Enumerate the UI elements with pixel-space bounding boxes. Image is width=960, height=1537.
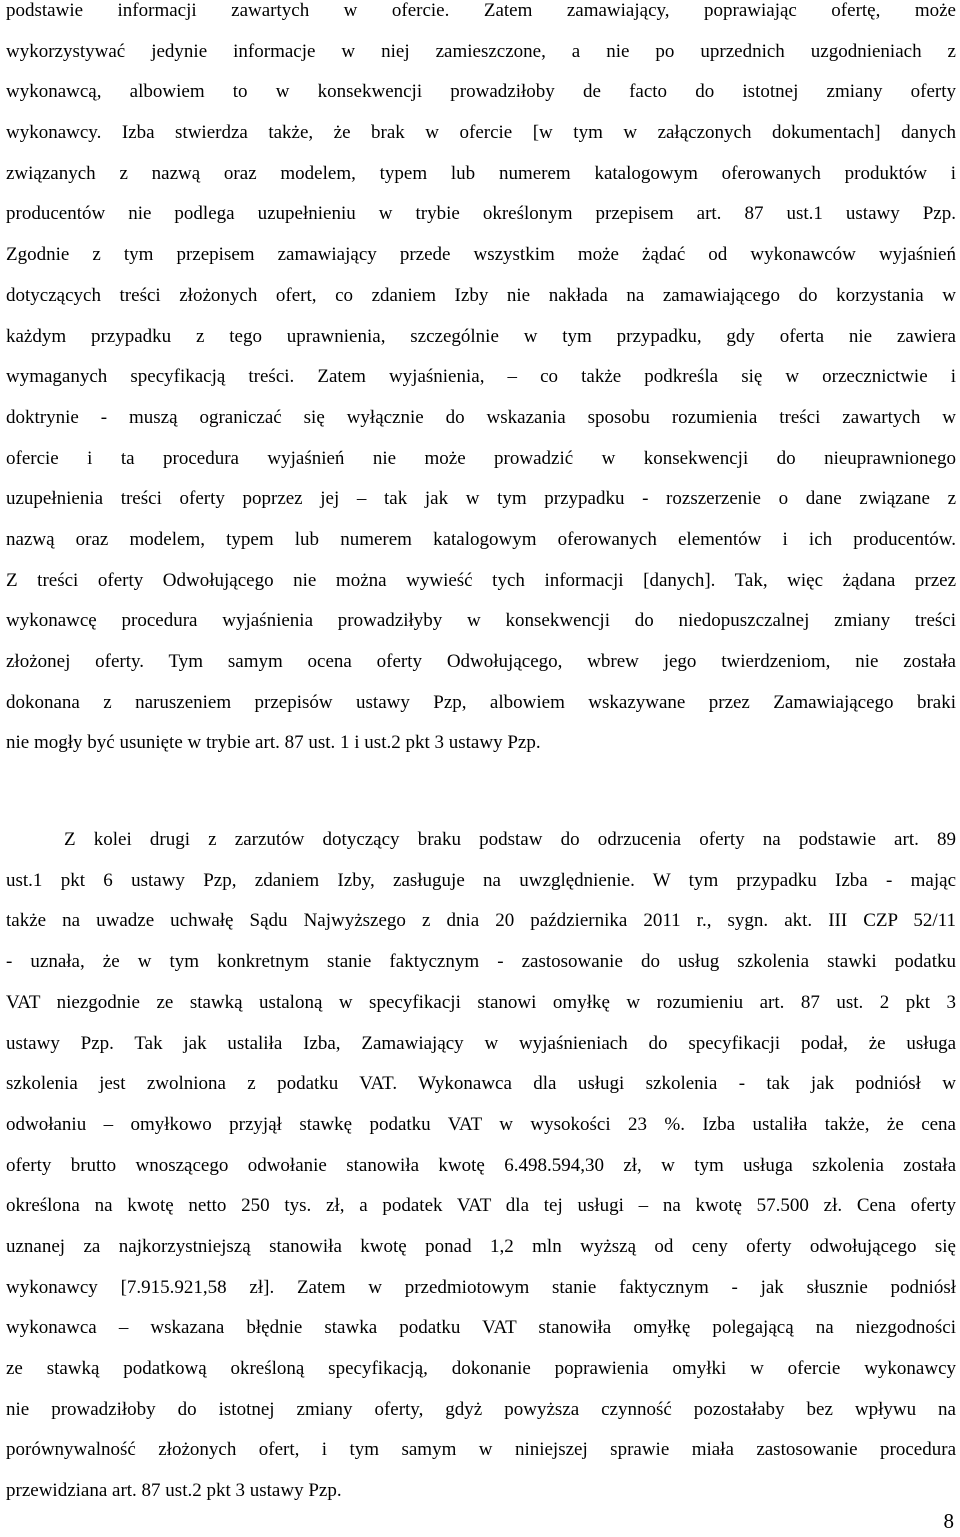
text-line: dokonana z naruszeniem przepisów ustawy Pzp, albowiem wskazywane przez Zamawiającego braki xyxy=(6,691,956,713)
text-line: VAT niezgodnie ze stawką ustaloną w specyfikacji stanowi omyłkę w rozumieniu art. 87 ust. 2 pkt 3 xyxy=(6,991,956,1013)
text-line: określona na kwotę netto 250 tys. zł, a podatek VAT dla tej usługi – na kwotę 57.500 zł. Cena oferty xyxy=(6,1195,956,1217)
paragraph-gap xyxy=(6,764,956,820)
text-line: wykonawcy. Izba stwierdza także, że brak w ofercie [w tym w załączonych dokumentach] danych xyxy=(6,122,956,144)
text-line: ustawy Pzp. Tak jak ustaliła Izba, Zamawiający w wyjaśnieniach do specyfikacji podał, że usługa xyxy=(6,1032,956,1054)
text-line: porównywalność złożonych ofert, i tym samym w niniejszej sprawie miała zastosowanie procedura xyxy=(6,1439,956,1461)
paragraph-1 xyxy=(6,0,956,764)
text-line: ust.1 pkt 6 ustawy Pzp, zdaniem Izby, zasługuje na uwzględnienie. W tym przypadku Izba - mając xyxy=(6,869,956,891)
text-line: Z treści oferty Odwołującego nie można wywieść tych informacji [danych]. Tak, więc żądana przez xyxy=(6,569,956,591)
text-line: wykonawcy [7.915.921,58 zł]. Zatem w przedmiotowym stanie faktycznym - jak słusznie podniósł xyxy=(6,1276,956,1298)
text-line: każdym przypadku z tego uprawnienia, szczególnie w tym przypadku, gdy oferta nie zawiera xyxy=(6,325,956,347)
text-line: przewidziana art. 87 ust.2 pkt 3 ustawy Pzp. xyxy=(6,1480,342,1502)
text-line: uznanej za najkorzystniejszą stanowiła kwotę ponad 1,2 mln wyższą od ceny oferty odwołującego się xyxy=(6,1235,956,1257)
text-line: ofercie i ta procedura wyjaśnień nie może prowadzić w konsekwencji do nieuprawnionego xyxy=(6,447,956,469)
page-number: 8 xyxy=(943,1509,954,1533)
text-line: doktrynie - muszą ograniczać się wyłącznie do wskazania sposobu rozumienia treści zawartych w xyxy=(6,406,956,428)
text-line: wykonawca – wskazana błędnie stawka podatku VAT stanowiła omyłkę polegającą na niezgodności xyxy=(6,1317,956,1339)
text-line: oferty brutto wnoszącego odwołanie stanowiła kwotę 6.498.594,30 zł, w tym usługa szkolenia została xyxy=(6,1154,956,1176)
text-line: szkolenia jest zwolniona z podatku VAT. Wykonawca dla usługi szkolenia - tak jak podniósł w xyxy=(6,1073,956,1095)
text-line: odwołaniu – omyłkowo przyjął stawkę podatku VAT w wysokości 23 %. Izba ustaliła także, że cena xyxy=(6,1113,956,1135)
text-line: złożonej oferty. Tym samym ocena oferty Odwołującego, wbrew jego twierdzeniom, nie została xyxy=(6,651,956,672)
text-line: związanych z nazwą oraz modelem, typem lub numerem katalogowym oferowanych produktów i xyxy=(6,162,956,184)
text-line: podstawie informacji zawartych w ofercie. Zatem zamawiający, poprawiając ofertę, może xyxy=(6,0,956,21)
text-line: wykorzystywać jedynie informacje w niej zamieszczone, a nie po uprzednich uzgodnieniach z xyxy=(6,40,956,62)
text-line: Zgodnie z tym przepisem zamawiający przede wszystkim może żądać od wykonawców wyjaśnień xyxy=(6,244,956,266)
text-line: ze stawką podatkową określoną specyfikacją, dokonanie poprawienia omyłki w ofercie wykonawcy xyxy=(6,1358,956,1379)
text-line: nie mogły być usunięte w trybie art. 87 ust. 1 i ust.2 pkt 3 ustawy Pzp. xyxy=(6,732,541,754)
text-line: producentów nie podlega uzupełnieniu w trybie określonym przepisem art. 87 ust.1 ustawy Pzp. xyxy=(6,203,956,225)
text-line: nie prowadziłoby do istotnej zmiany oferty, gdyż powyższa czynność pozostałaby bez wpływu na xyxy=(6,1398,956,1420)
text-line: wykonawcę procedura wyjaśnienia prowadziłyby w konsekwencji do niedopuszczalnej zmiany treści xyxy=(6,610,956,632)
text-line: także na uwadze uchwałę Sądu Najwyższego z dnia 20 października 2011 r., sygn. akt. III CZP 52/11 xyxy=(6,910,956,932)
text-line: wykonawcą, albowiem to w konsekwencji prowadziłoby de facto do istotnej zmiany oferty xyxy=(6,81,956,103)
document-page xyxy=(6,0,956,1512)
text-line: nazwą oraz modelem, typem lub numerem katalogowym oferowanych elementów i ich producentów. xyxy=(6,528,956,550)
text-line: uzupełnienia treści oferty poprzez jej – tak jak w tym przypadku - rozszerzenie o dane związane z xyxy=(6,488,956,510)
text-line: - uznała, że w tym konkretnym stanie faktycznym - zastosowanie do usług szkolenia stawki podatku xyxy=(6,951,956,973)
text-line: Z kolei drugi z zarzutów dotyczący braku podstaw do odrzucenia oferty na podstawie art. 89 xyxy=(64,829,956,851)
text-line: dotyczących treści złożonych ofert, co zdaniem Izby nie nakłada na zamawiającego do korzystania w xyxy=(6,284,956,306)
paragraph-2 xyxy=(6,820,956,1512)
text-line: wymaganych specyfikacją treści. Zatem wyjaśnienia, – co także podkreśla się w orzecznictwie i xyxy=(6,366,956,388)
